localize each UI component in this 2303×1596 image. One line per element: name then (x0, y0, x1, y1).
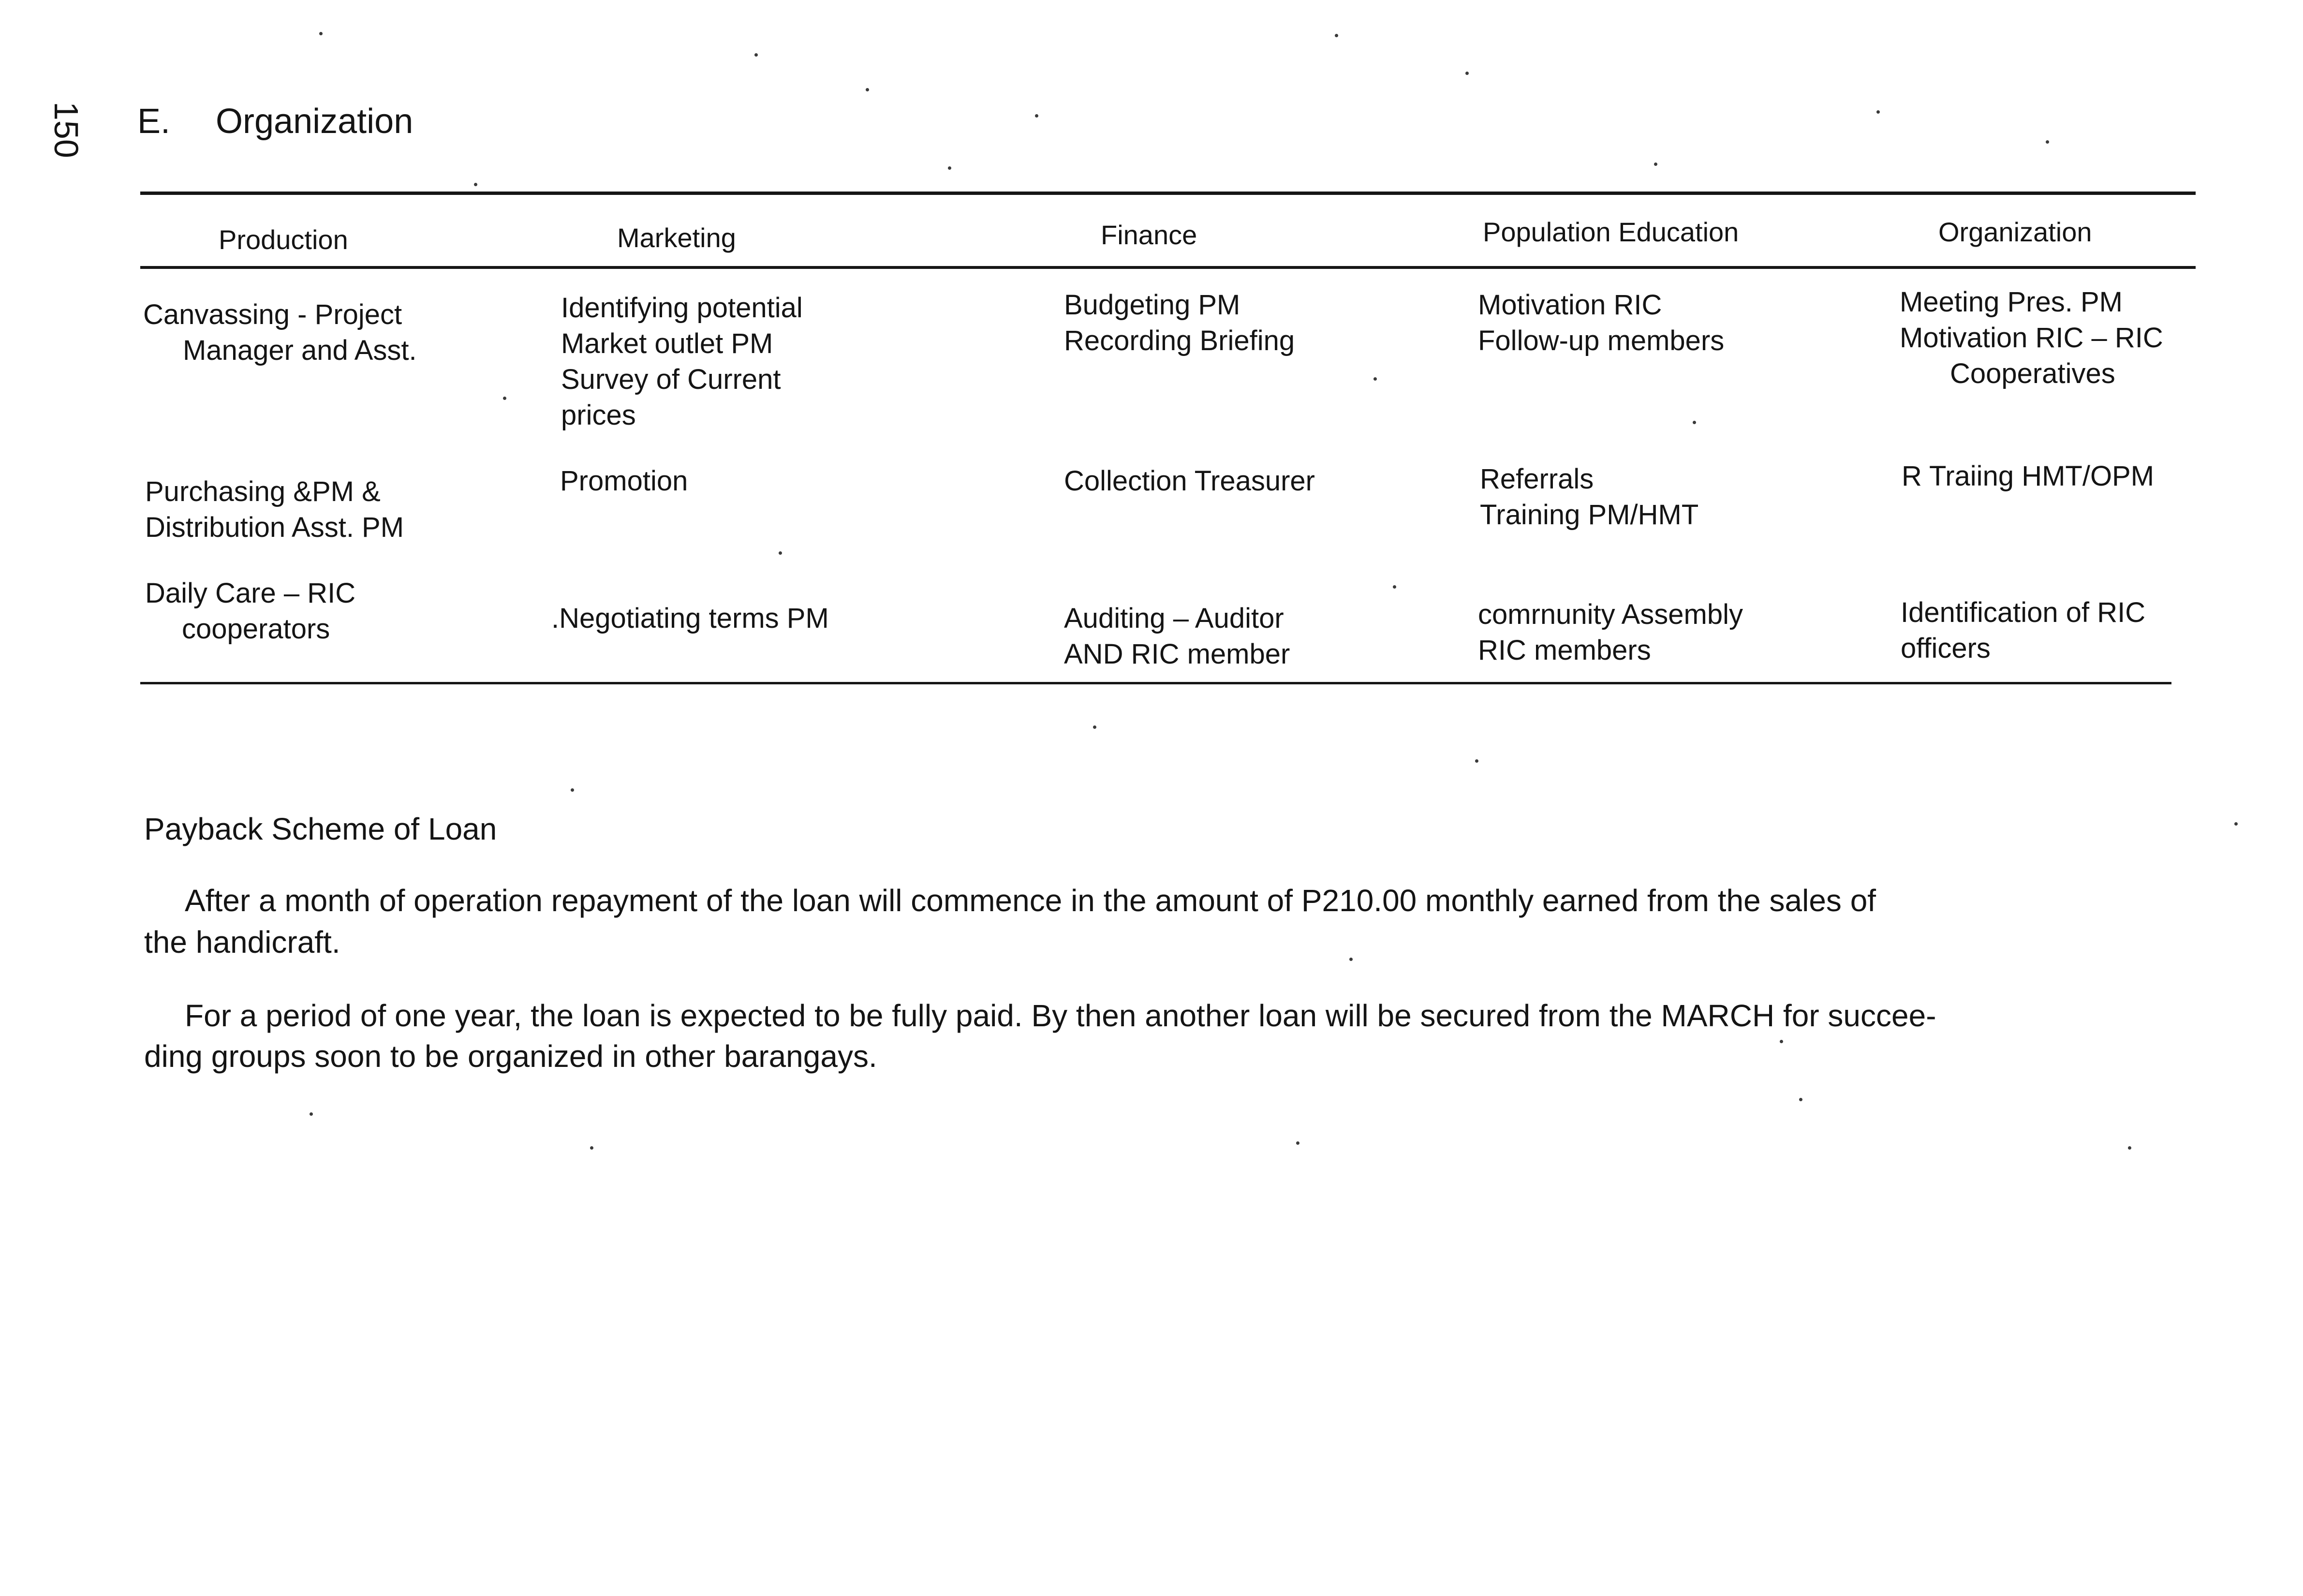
cell-line: comrnunity Assembly (1478, 599, 1743, 630)
cell-population-education (1480, 461, 1698, 533)
cell-line: Identification of RIC (1901, 597, 2146, 628)
cell-line: Canvassing - Project (143, 299, 402, 330)
cell-line: Budgeting PM (1064, 289, 1240, 321)
paragraph-line: the handicraft. (144, 925, 340, 960)
cell-line: officers (1901, 633, 1991, 664)
header-bottom-rule (140, 266, 2196, 269)
cell-line: AND RIC member (1064, 638, 1290, 670)
cell-line: Survey of Current (561, 364, 781, 395)
cell-production (143, 297, 417, 369)
cell-line: Follow-up members (1478, 325, 1725, 356)
table-top-rule (140, 192, 2196, 195)
cell-finance (1064, 463, 1315, 499)
cell-marketing (551, 601, 829, 636)
cell-line: Recording Briefing (1064, 325, 1295, 356)
section-title: Organization (216, 102, 413, 141)
cell-line: Purchasing &PM & (145, 476, 381, 507)
cell-line: prices (561, 399, 636, 431)
cell-line: Cooperatives (1950, 358, 2115, 389)
table-bottom-rule (140, 682, 2171, 684)
cell-marketing (561, 290, 803, 433)
cell-line: RIC members (1478, 635, 1651, 666)
paragraph-line: After a month of operation repayment of the loan will commence in the amount of P210.00 monthly earned from the sales of (185, 883, 1876, 918)
page-number: 150 (47, 102, 85, 158)
header-organization: Organization (1938, 217, 2092, 247)
cell-line: Auditing – Auditor (1064, 603, 1284, 634)
cell-line: Collection Treasurer (1064, 465, 1315, 497)
cell-line: Manager and Asst. (183, 335, 417, 366)
paragraph-line: For a period of one year, the loan is expected to be fully paid. By then another loan will be secured from the MARCH for succee- (185, 998, 1936, 1033)
cell-line: cooperators (182, 613, 330, 645)
cell-organization (1902, 458, 2154, 494)
cell-line: Distribution Asst. PM (145, 512, 404, 543)
cell-line: Market outlet PM (561, 328, 773, 359)
paragraph-line: ding groups soon to be organized in other barangays. (144, 1039, 877, 1074)
cell-line: Daily Care – RIC (145, 577, 356, 609)
cell-line: Referrals (1480, 463, 1594, 495)
cell-production (145, 474, 404, 546)
cell-line: .Negotiating terms PM (551, 603, 829, 634)
header-marketing: Marketing (617, 222, 736, 253)
cell-organization (1901, 595, 2145, 666)
section-letter: E. (137, 102, 171, 141)
cell-line: Meeting Pres. PM (1900, 286, 2123, 318)
cell-production (145, 576, 355, 647)
cell-finance (1064, 287, 1295, 359)
cell-line: Identifying potential (561, 292, 803, 324)
cell-line: Training PM/HMT (1480, 499, 1699, 531)
cell-line: Promotion (560, 465, 688, 497)
cell-line: Motivation RIC (1478, 289, 1662, 321)
payback-heading: Payback Scheme of Loan (144, 812, 497, 846)
cell-line: R Traiing HMT/OPM (1902, 460, 2155, 492)
cell-population-education (1478, 597, 1743, 668)
cell-population-education (1478, 287, 1724, 359)
cell-finance (1064, 601, 1290, 672)
header-finance: Finance (1101, 220, 1197, 250)
cell-line: Motivation RIC – RIC (1900, 322, 2163, 354)
header-population-education: Population Education (1483, 217, 1739, 247)
cell-organization (1900, 284, 2163, 392)
cell-marketing (560, 463, 688, 499)
header-production: Production (219, 224, 348, 255)
